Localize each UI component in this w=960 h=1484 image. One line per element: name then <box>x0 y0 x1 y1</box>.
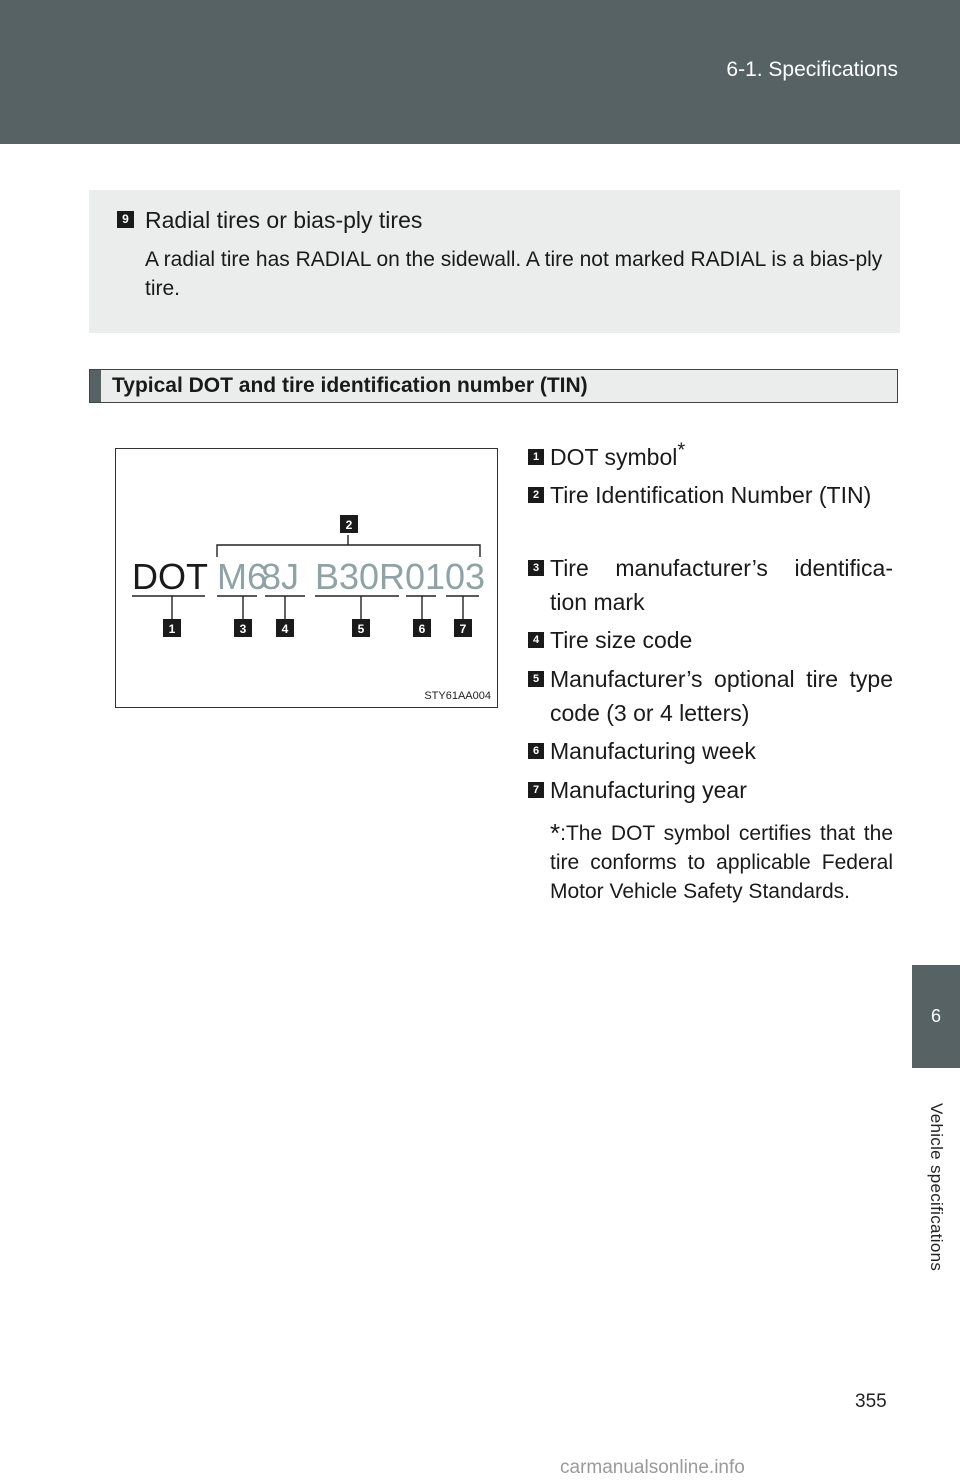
dot-text: DOT <box>132 556 208 597</box>
legend-text: Tire manufacturer’s identifica- tion mark <box>550 555 893 615</box>
legend-marker: 4 <box>528 632 544 648</box>
tin-text-m6: M6 <box>217 556 268 597</box>
callout-5: 5 <box>357 622 365 636</box>
tin-text-03: 03 <box>445 556 486 597</box>
tin-text-8j: 8J <box>261 556 300 597</box>
tin-text-b30r: B30R <box>315 556 406 597</box>
legend-marker: 1 <box>528 449 544 465</box>
callout-3: 3 <box>239 622 247 636</box>
callout-2: 2 <box>345 518 353 532</box>
callout-6: 6 <box>418 622 426 636</box>
info-box-marker: 9 <box>117 211 134 228</box>
asterisk-mark: * <box>677 439 686 462</box>
legend-text: Tire Identification Number (TIN) <box>550 482 872 508</box>
legend-marker: 5 <box>528 671 544 687</box>
callout-7: 7 <box>459 622 467 636</box>
chapter-title: 6-1. Specifications <box>726 58 898 81</box>
chapter-tab[interactable] <box>912 965 960 1068</box>
legend-marker: 3 <box>528 560 544 576</box>
legend-text: Manufacturing year <box>550 777 747 803</box>
legend-text: Manufacturing week <box>550 738 756 764</box>
tin-text-01: 01 <box>405 556 446 597</box>
callout-1: 1 <box>168 622 176 636</box>
page-header <box>0 0 960 144</box>
section-title: Typical DOT and tire identification number (TIN) <box>112 374 588 397</box>
footnote-asterisk: * <box>550 818 561 848</box>
legend-marker: 7 <box>528 782 544 798</box>
section-heading-bar <box>90 370 101 402</box>
info-box <box>89 190 900 333</box>
chapter-tab-label: Vehicle specifications <box>927 1103 946 1272</box>
legend-marker: 6 <box>528 743 544 759</box>
legend-marker: 2 <box>528 487 544 503</box>
footnote-text: :The DOT symbol certifies that the tire conforms to applicable Federal Motor Vehicle Safety Standards. <box>550 822 893 903</box>
section-heading <box>89 369 898 403</box>
info-box-title: Radial tires or bias-ply tires <box>145 207 423 233</box>
legend-text: Manufacturer’s optional tire type code (3 or 4 letters) <box>550 666 893 726</box>
watermark: carmanualsonline.info <box>560 1457 745 1478</box>
legend-text <box>550 440 893 474</box>
tin-figure <box>115 448 498 708</box>
legend-text-dot: DOT symbol <box>550 444 678 470</box>
page-number: 355 <box>855 1391 887 1412</box>
info-box-text: A radial tire has RADIAL on the sidewall. A tire not marked RADIAL is a bias-ply tire. <box>145 248 883 300</box>
tin-diagram <box>116 449 497 707</box>
legend-text: Tire size code <box>550 627 693 653</box>
chapter-tab-number: 6 <box>930 1006 941 1026</box>
figure-code: STY61AA004 <box>424 690 491 702</box>
footnote <box>550 817 893 906</box>
callout-4: 4 <box>281 622 289 636</box>
